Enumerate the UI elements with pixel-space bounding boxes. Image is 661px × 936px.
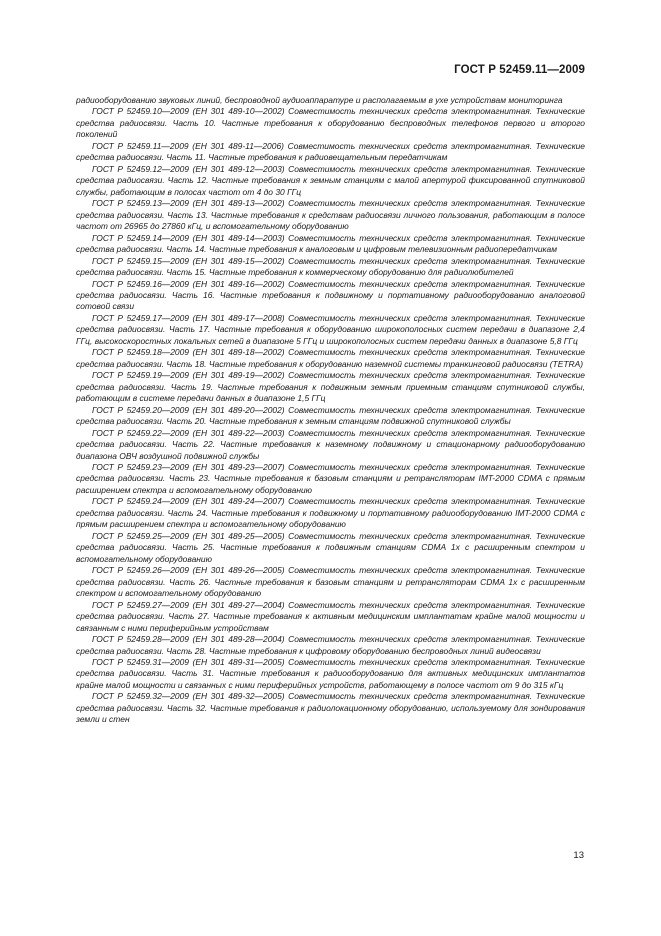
standard-entry: ГОСТ Р 52459.12—2009 (ЕН 301 489-12—2003) Совместимость технических средств электромагнитная. Технические средства радиосвязи. Часть 12. Частные требования к земным станциям с малой апертурой фиксированной спутниковой службы, работающим в полосах частот от 4 до 30 ГГц (76, 163, 585, 197)
page-number: 13 (573, 850, 584, 861)
standard-entry: ГОСТ Р 52459.23—2009 (ЕН 301 489-23—2007) Совместимость технических средств электромагнитная. Технические средства радиосвязи. Часть 23. Частные требования к базовым станциям и ретрансляторам IMT-2000 CDMA с прямым расширением спектра и вспомогательному оборудованию (76, 462, 585, 495)
standards-list (76, 95, 585, 726)
standard-entry: ГОСТ Р 52459.22—2009 (ЕН 301 489-22—2003) Совместимость технических средств электромагнитная. Технические средства радиосвязи. Часть 22. Частные требования к наземному подвижному и стационарному радиооборудованию диапазона ОВЧ воздушной подвижной службы (76, 427, 585, 461)
standard-entry: ГОСТ Р 52459.15—2009 (ЕН 301 489-15—2002) Совместимость технических средств электромагнитная. Технические средства радиосвязи. Часть 15. Частные требования к коммерческому оборудованию для радиолюбителей (76, 255, 585, 278)
standard-entry: ГОСТ Р 52459.31—2009 (ЕН 301 489-31—2005) Совместимость технических средств электромагнитная. Технические средства радиосвязи. Часть 31. Частные требования к радиооборудованию для активных медицинских имплантатов крайне малой мощности и связанных с ними периферийных устройств, работающему в полосе частот от 9 до 315 кГц (76, 656, 585, 690)
standard-entry: ГОСТ Р 52459.26—2009 (ЕН 301 489-26—2005) Совместимость технических средств электромагнитная. Технические средства радиосвязи. Часть 26. Частные требования к базовым станциям и ретрансляторам CDMA 1x с расширенным спектром и вспомогательному оборудованию (76, 565, 585, 599)
standard-entry: ГОСТ Р 52459.14—2009 (ЕН 301 489-14—2003) Совместимость технических средств электромагнитная. Технические средства радиосвязи. Часть 14. Частные требования к аналоговым и цифровым телевизионным радиопередатчикам (76, 232, 585, 255)
standard-entry: ГОСТ Р 52459.32—2009 (ЕН 301 489-32—2005) Совместимость технических средств электромагнитная. Технические средства радиосвязи. Часть 32. Частные требования к радиолокационному оборудованию, используемому для зондирования земли и стен (76, 691, 585, 725)
standard-entry: ГОСТ Р 52459.25—2009 (ЕН 301 489-25—2005) Совместимость технических средств электромагнитная. Технические средства радиосвязи. Часть 25. Частные требования к подвижным станциям CDMA 1x с расширенным спектром и вспомогательному оборудованию (76, 530, 585, 564)
standard-entry: ГОСТ Р 52459.18—2009 (ЕН 301 489-18—2002) Совместимость технических средств электромагнитная. Технические средства радиосвязи. Часть 18. Частные требования к оборудованию наземной системы транкинговой радиосвязи (TETRA) (76, 347, 585, 369)
standard-entry: ГОСТ Р 52459.20—2009 (ЕН 301 489-20—2002) Совместимость технических средств электромагнитная. Технические средства радиосвязи. Часть 20. Частные требования к земным станциям подвижной спутниковой службы (76, 404, 585, 427)
standard-entry: ГОСТ Р 52459.13—2009 (ЕН 301 489-13—2002) Совместимость технических средств электромагнитная. Технические средства радиосвязи. Часть 13. Частные требования к средствам радиосвязи личного пользования, работающим в полосе частот от 26965 до 27860 кГц, и вспомогательному оборудованию (76, 198, 585, 232)
document-header: ГОСТ Р 52459.11—2009 (454, 64, 585, 76)
standard-entry: ГОСТ Р 52459.24—2009 (ЕН 301 489-24—2007) Совместимость технических средств электромагнитная. Технические средства радиосвязи. Часть 24. Частные требования к подвижному и портативному радиооборудованию IMT-2000 CDMA с прямым расширением спектра и вспомогательному оборудованию (76, 496, 585, 530)
standard-entry: ГОСТ Р 52459.27—2009 (ЕН 301 489-27—2004) Совместимость технических средств электромагнитная. Технические средства радиосвязи. Часть 27. Частные требования к активным медицинским имплантатам крайне малой мощности и связанным с ними периферийным устройствам (76, 599, 585, 633)
entries-container (76, 106, 585, 725)
intro-paragraph: радиооборудованию звуковых линий, беспроводной аудиоаппаратуре и располагаемым в ухе устройствам мониторинга (76, 95, 563, 105)
standard-entry: ГОСТ Р 52459.19—2009 (ЕН 301 489-19—2002) Совместимость технических средств электромагнитная. Технические средства радиосвязи. Часть 19. Частные требования к подвижным земным приемным станциям спутниковой службы, работающим в системе передачи данных в диапазоне 1,5 ГГц (76, 370, 585, 404)
standard-entry: ГОСТ Р 52459.16—2009 (ЕН 301 489-16—2002) Совместимость технических средств электромагнитная. Технические средства радиосвязи. Часть 16. Частные требования к подвижному и портативному радиооборудованию аналоговой сотовой связи (76, 278, 585, 312)
standard-entry: ГОСТ Р 52459.10—2009 (ЕН 301 489-10—2002) Совместимость технических средств электромагнитная. Технические средства радиосвязи. Часть 10. Частные требования к оборудованию беспроводных телефонов первого и второго поколений (76, 106, 585, 140)
standard-entry: ГОСТ Р 52459.11—2009 (ЕН 301 489-11—2006) Совместимость технических средств электромагнитная. Технические средства радиосвязи. Часть 11. Частные требования к радиовещательным передатчикам (76, 140, 585, 163)
standard-entry: ГОСТ Р 52459.17—2009 (ЕН 301 489-17—2008) Совместимость технических средств электромагнитная. Технические средства радиосвязи. Часть 17. Частные требования к оборудованию широкополосных систем передачи в диапазоне 2,4 ГГц, высокоскоростных локальных сетей в диапазоне 5 ГГц и широкополосных систем передачи данных в диапазоне 5,8 ГГц (76, 312, 585, 346)
standard-entry: ГОСТ Р 52459.28—2009 (ЕН 301 489-28—2004) Совместимость технических средств электромагнитная. Технические средства радиосвязи. Часть 28. Частные требования к цифровому оборудованию беспроводных линий видеосвязи (76, 634, 585, 656)
